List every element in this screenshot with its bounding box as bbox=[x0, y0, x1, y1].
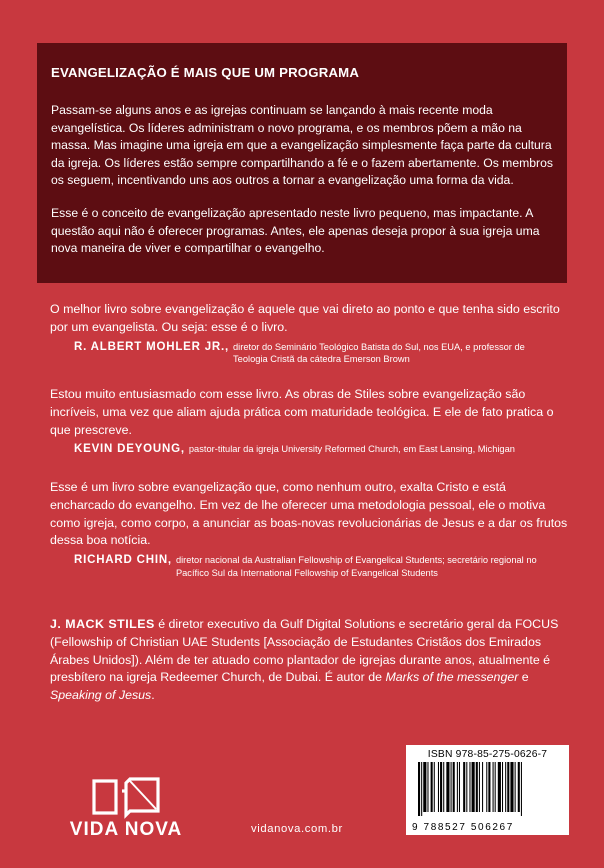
publisher-url[interactable]: vidanova.com.br bbox=[251, 823, 343, 835]
author-name: J. MACK STILES bbox=[50, 617, 155, 631]
book-title: Marks of the messenger bbox=[385, 670, 519, 685]
summary-panel bbox=[37, 43, 567, 283]
isbn-barcode bbox=[406, 745, 569, 835]
endorsement-2 bbox=[50, 386, 570, 456]
open-book-icon bbox=[68, 775, 184, 819]
panel-title: EVANGELIZAÇÃO É MAIS QUE UM PROGRAMA bbox=[51, 65, 360, 80]
endorser-description: pastor-titular da igreja University Reformed Church, em East Lansing, Michigan bbox=[188, 444, 515, 455]
endorsement-3 bbox=[50, 479, 570, 579]
endorser-description: diretor nacional da Australian Fellowship of Evangelical Students; secretário regional no Pacífico Sul da International Fellowship of Evangelical Students bbox=[175, 555, 537, 578]
author-bio-text: . bbox=[151, 688, 155, 703]
endorsement-attribution bbox=[74, 442, 570, 456]
author-bio bbox=[50, 616, 570, 705]
isbn-number: ISBN 978-85-275-0626-7 bbox=[427, 749, 548, 760]
panel-paragraph-2: Esse é o conceito de evangelização apresentado neste livro pequeno, mas impactante. A questão aqui não é oferecer programas. Antes, ele apenas deseja propor à sua igreja uma nova maneira de viver e compartilhar o evangelho. bbox=[51, 205, 540, 256]
endorser-name: RICHARD CHIN, bbox=[74, 554, 172, 567]
endorser-name: KEVIN DEYOUNG, bbox=[74, 443, 185, 456]
endorsement-attribution bbox=[74, 340, 570, 366]
barcode-icon bbox=[412, 762, 563, 816]
endorsement-text: Estou muito entusiasmado com esse livro. As obras de Stiles sobre evangelização são incríveis, uma vez que aliam ajuda prática com maturidade teológica. E ele de fato pratica o que prescreve. bbox=[50, 387, 554, 437]
endorsement-1 bbox=[50, 301, 570, 366]
author-bio-text: é diretor executivo da Gulf Digital Solutions e secretário geral da FOCUS (Fellowship of Christian UAE Students [Associação de Estudantes Cristãos dos Emirados Árabes Unidos]). Além de ter atuado como plantador de igrejas durante anos, atualmente é presbítero na igreja Redeemer Church, de Dubai. É autor de bbox=[50, 617, 559, 685]
panel-paragraph-1: Passam-se alguns anos e as igrejas continuam se lançando à mais recente moda evangelística. Os líderes administram o novo programa, e os membros põem a mão na massa. Mas imagine uma igreja em que a evangelização simplesmente faça parte da cultura da igreja. Os líderes estão sempre compartilhando a fé e o fazem abertamente. Os membros os seguem, incentivando uns aos outros a tornar a evangelização uma forma da vida. bbox=[51, 103, 553, 188]
endorsement-attribution bbox=[74, 553, 570, 579]
endorsement-text: Esse é um livro sobre evangelização que, como nenhum outro, exalta Cristo e está encharcado do evangelho. Em vez de lhe oferecer uma metodologia pessoal, ele o motiva como igreja, como corpo, a anunciar as boas-novas revolucionárias de Jesus e a dar os frutos dessa boa notícia. bbox=[50, 480, 568, 548]
publisher-logo bbox=[68, 775, 184, 845]
author-bio-text: e bbox=[518, 670, 529, 685]
endorser-name: R. ALBERT MOHLER JR., bbox=[74, 340, 230, 353]
book-title: Speaking of Jesus bbox=[50, 688, 152, 703]
endorser-description: diretor do Seminário Teológico Batista do Sul, nos EUA, e professor de Teologia Cristã da cátedra Emerson Brown bbox=[233, 341, 525, 365]
publisher-name: VIDA NOVA bbox=[69, 819, 183, 840]
barcode-digits: 9 788527 506267 bbox=[412, 822, 514, 833]
endorsement-text: O melhor livro sobre evangelização é aquele que vai direto ao ponto e que tenha sido escrito por um evangelista. Ou seja: esse é o livro. bbox=[50, 302, 560, 334]
